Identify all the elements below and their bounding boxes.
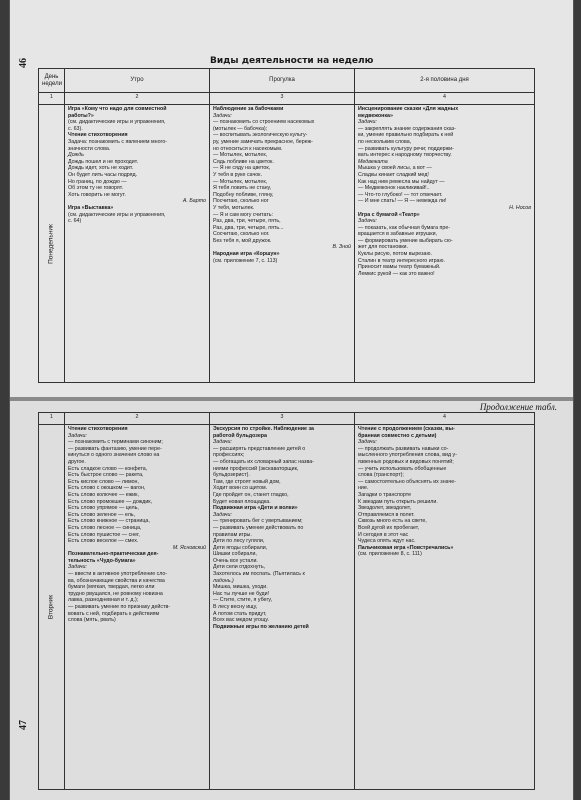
text-line: — показать, как обычная бумага пре- [358, 224, 451, 231]
text-line: Где пройдет он, станет гладко, [213, 491, 289, 498]
text-line: другое. [68, 458, 86, 465]
text-line: Я тебя ловить не стану, [213, 185, 272, 192]
schedule-table-bottom [38, 412, 535, 790]
text-line: Посчитаю, сколько ног [213, 198, 269, 205]
text-line: ки, умение правильно подбирать к ней [358, 132, 454, 139]
text-line: Пальчиковая игра «Повстречались» [358, 544, 454, 551]
text-line: — обогащать их словарный запас назва- [213, 458, 314, 465]
page-number-top: 46 [18, 58, 29, 68]
text-line: — Мотылек, мотылек, [213, 152, 268, 159]
text-line: Захотелось им поспать. (Пьятилась к [213, 571, 305, 578]
text-line: Задачи: [213, 112, 232, 119]
text-line: — Я не сяду на цветок, [213, 165, 271, 172]
text-line: Сладкы кинает сладкий мед! [358, 171, 429, 178]
col-number: 3 [210, 413, 355, 425]
text-line: язвенных родовых и видовых понятий; [358, 458, 454, 465]
text-line: лавка, разнодневная и т. д.); [68, 597, 139, 604]
text-line: Мишка, мишка, уходи. [213, 584, 268, 591]
text-line: вовать с ней, подбирать к действиям [68, 610, 160, 617]
text-line: Нас ты лучше не буди! [213, 590, 270, 597]
text-line: Сталин в театр интересного играю. [358, 257, 445, 264]
text-line: У тебя, мотылек. [213, 204, 255, 211]
header-morning: Утро [65, 69, 210, 93]
text-line: — тренировать бег с увертыванием; [213, 518, 303, 525]
text-line: бранная совместно с детьми) [358, 432, 437, 439]
col-number: 1 [39, 413, 65, 425]
text-line: И сегодня в этот час [358, 531, 409, 538]
text-line: Задача: познакомить с явлением много- [68, 138, 168, 145]
text-line: Задачи: [358, 218, 377, 225]
continuation-label: Продолжение табл. [479, 402, 557, 412]
text-line: Чудеса опять ждут нас. [358, 538, 416, 545]
text-line: Есть слово лесное — синица, [68, 524, 142, 531]
text-line: Подвижная игра «Дети и волки» [213, 505, 298, 512]
text-line: Есть сладкое слово — конфета, [68, 465, 148, 472]
text-line: — И мне спать! — Я — невежда ли! [358, 198, 447, 205]
text-line: Сядь побливе на цветок. [213, 158, 274, 165]
text-line: — продолжать развивать навыки со- [358, 445, 449, 452]
text-line: Народная игра «Коршун» [213, 251, 280, 258]
text-line: Там, где строят новый дом, [213, 478, 281, 485]
text-line: ру, умение замечать прекрасное, береж- [213, 138, 313, 145]
text-line: М. Ясновский [172, 544, 206, 551]
text-line: В. Зной [332, 244, 351, 251]
text-line: — развивать культуру речи; поддержи- [358, 145, 454, 152]
text-line: Есть слово промокшее — дождик, [68, 498, 153, 505]
header-walk: Прогулка [210, 69, 355, 93]
text-line: Лемкис рукой — как это важно! [358, 270, 435, 277]
text-line: Есть слово упрямое — цель, [68, 505, 139, 512]
text-line: тельность «Чудо-бумага» [68, 557, 136, 564]
text-line: Задачи: [213, 511, 232, 518]
text-line: Очень все устали. [213, 557, 258, 564]
day-label: Вторник [47, 594, 55, 620]
text-line: — закреплять знание содержания сказ- [358, 125, 456, 132]
text-line: Медвежата [358, 158, 388, 165]
text-line: Мышка у своей лисы, а вот — [358, 165, 432, 172]
text-line: А потом стать придут, [213, 610, 267, 617]
col-number: 2 [65, 413, 210, 425]
text-line: Будет новая площадка. [213, 498, 271, 505]
text-line: Чтение с продолжением (сказки, вы- [358, 426, 455, 432]
cell-afternoon [355, 425, 535, 790]
text-line: Отправляемся в полет. [358, 511, 415, 518]
text-line: Дождь пошел и не проходит. [68, 158, 139, 165]
text-line: Игра «Выставка» [68, 204, 114, 211]
text-line: с. 64) [68, 218, 82, 225]
text-line: Дети ягоды собирали, [213, 544, 268, 551]
text-line: — Что-то глубоко! — тот отвечает. [358, 191, 443, 198]
text-line: ниями профессий (экскаваторщик, [213, 465, 299, 472]
text-line: вать интерес к народному творчеству. [358, 152, 452, 159]
text-line: Задачи: [68, 564, 87, 571]
text-line: слова (мять, рвать) [68, 617, 116, 624]
text-line: — самостоятельно объяснять их значе- [358, 478, 456, 485]
day-cell [39, 425, 65, 790]
text-line: — расширять представление детей о [213, 445, 306, 452]
text-line: — Медвежонок накликивай!.. [358, 185, 430, 192]
book-spine [10, 397, 573, 401]
text-line: Без тебя я, мой дружок. [213, 237, 272, 244]
text-line: вращается в забавные игрушки, [358, 231, 438, 238]
text-line: Наблюдение за бабочками [213, 106, 284, 112]
text-line: ние. [358, 485, 369, 492]
text-line: Есть быстрое слово — ракета, [68, 472, 144, 479]
text-line: Чтение стихотворения [68, 426, 128, 432]
text-line: Но границ, по дождю — [68, 178, 127, 185]
header-afternoon: 2-я половина дня [355, 69, 535, 93]
col-number: 4 [355, 413, 535, 425]
cell-walk [210, 425, 355, 790]
day-cell [39, 105, 65, 383]
text-line: Куклы рисую, потом вырезаю. [358, 251, 432, 258]
text-line: Экскурсия по стройке. Наблюдение за [213, 426, 314, 432]
cell-morning [65, 425, 210, 790]
text-line: Раз, два, три, четыре, пять... [213, 224, 284, 231]
text-line: — развивать умение по признаку действ- [68, 604, 171, 611]
text-line: работы?» [68, 112, 94, 119]
text-line: — учить использовать обобщенные [358, 465, 447, 472]
text-line: ва, обозначающие свойства и качества [68, 577, 165, 584]
text-line: Задачи: [358, 439, 377, 446]
text-line: Дождь идет, хоть не ходит. [68, 165, 134, 172]
text-line: (мотылек — бабочка); [213, 125, 268, 132]
text-line: Шишки собирали, [213, 551, 257, 558]
text-line: — ввести в активное употребление сло- [68, 571, 168, 578]
text-line: с. 63). [68, 125, 83, 132]
day-label: Понедельник [47, 223, 55, 264]
text-line: жет для постановки. [358, 244, 408, 251]
text-line: — Мотылек, мотылек, [213, 178, 268, 185]
text-line: (см. приложение 7, с. 113) [213, 257, 278, 264]
text-line: Есть кислое слово — лимон, [68, 478, 139, 485]
text-line: — развивать фантазию, умение пере- [68, 445, 162, 452]
text-line: Подобну побливе, гляну, [213, 191, 274, 198]
text-line: Н. Носов [509, 204, 531, 211]
header-day: День недели [39, 69, 65, 93]
text-line: профессиях; [213, 452, 245, 459]
text-line: Приносит мамы театр бумажный. [358, 264, 441, 271]
text-line: Об этом ту не говорят. [68, 185, 124, 192]
text-line: значности слова. [68, 145, 111, 152]
text-line: Сквозь много есть на свете, [358, 518, 427, 525]
text-line: мысленного употребления слова, вид у- [358, 452, 457, 459]
text-line: по нескольким слова, [358, 138, 412, 145]
text-line: кинуться о одного значения слово на [68, 452, 160, 459]
text-line: Задачи: [213, 439, 232, 446]
col-number: 4 [355, 93, 535, 105]
text-line: А. Барто [182, 198, 206, 205]
text-line: бульдозерист). [213, 472, 250, 479]
text-line: Он будет лить часы подряд. [68, 171, 138, 178]
text-line: Есть слово зеленое — ель, [68, 511, 136, 518]
text-line: Хоть говорить не могут. [68, 191, 126, 198]
text-line: работой бульдозера [213, 432, 267, 439]
text-line: Есть слово веселое — смех. [68, 538, 139, 545]
text-line: Инсценирование сказки «Для жадных [358, 106, 459, 112]
col-number: 1 [39, 93, 65, 105]
text-line: Есть слово книжное — страница, [68, 518, 150, 525]
text-line: медвежонка» [358, 112, 393, 119]
text-line: Звездолет, звездолет, [358, 505, 412, 512]
text-line: (см. приложение 8, с. 111) [358, 551, 422, 558]
text-line: Есть слово пушистое — снег, [68, 531, 140, 538]
cell-walk [210, 105, 355, 383]
col-number: 2 [65, 93, 210, 105]
col-number: 3 [210, 93, 355, 105]
text-line: Задачи: [68, 432, 87, 439]
text-line: Раз, два, три, четыре, пять, [213, 218, 281, 225]
text-line: Игра с бумагой «Театр» [358, 211, 420, 218]
text-line: — познакомить со строением насекомых [213, 119, 315, 126]
text-line: Подвижные игры по желанию детей [213, 623, 309, 630]
text-line: — воспитывать экологическую культу- [213, 132, 308, 139]
text-line: Дети по лесу гуляли, [213, 538, 265, 545]
text-line: Как над ним ремесла мы найдут — [358, 178, 445, 185]
page-number-bottom: 47 [18, 720, 29, 730]
text-line: Чтение стихотворения [68, 132, 128, 139]
text-line: Всей дугой их пробегает, [358, 524, 420, 531]
text-line: — познакомить с терминами синоним; [68, 439, 163, 446]
text-line: Дождь [68, 152, 84, 159]
schedule-table-top [38, 68, 535, 383]
text-line: (см. дидактические игры и упражнения, [68, 119, 166, 126]
text-line: Познавательно-практическая дея- [68, 551, 159, 558]
text-line: слова (транспорт); [358, 472, 404, 479]
text-line: Загадки о транспорте [358, 491, 412, 498]
text-line: правилам игры. [213, 531, 252, 538]
text-line: У тебя в руке сачок. [213, 171, 262, 178]
text-line: К звездам путь открыть решили. [358, 498, 438, 505]
text-line: Сосчитаю, сколько ног. [213, 231, 270, 238]
text-line: (см. дидактические игры и упражнения, [68, 211, 166, 218]
cell-afternoon [355, 105, 535, 383]
text-line: — развивать умение действовать по [213, 524, 304, 531]
text-line: — формировать умение выбирать сю- [358, 237, 453, 244]
text-line: — Я и сам могу считать: [213, 211, 274, 218]
cell-morning [65, 105, 210, 383]
text-line: Ходит воин со щитом. [213, 485, 268, 492]
text-line: Игра «Кому что надо для совместной [68, 106, 167, 112]
text-line: В лесу весну ищу, [213, 604, 258, 611]
text-line: но относиться к насекомым. [213, 145, 283, 152]
text-line: Всех вас медом угощу. [213, 617, 269, 624]
page-title: Виды деятельности на неделю [210, 56, 374, 66]
text-line: бумаги (мягкая, твердая, легко или [68, 584, 155, 591]
text-line: Дети сели отдохнуть, [213, 564, 266, 571]
text-line: Есть слово с окошком — вагон, [68, 485, 146, 492]
text-line: Задачи: [358, 119, 377, 126]
text-line: ладонь.) [213, 577, 234, 584]
text-line: Есть слово колючее — ежик, [68, 491, 139, 498]
text-line: — Стите, стите, я убегу, [213, 597, 273, 604]
text-line: трудно рвущаяся, не ровному новизна [68, 590, 163, 597]
